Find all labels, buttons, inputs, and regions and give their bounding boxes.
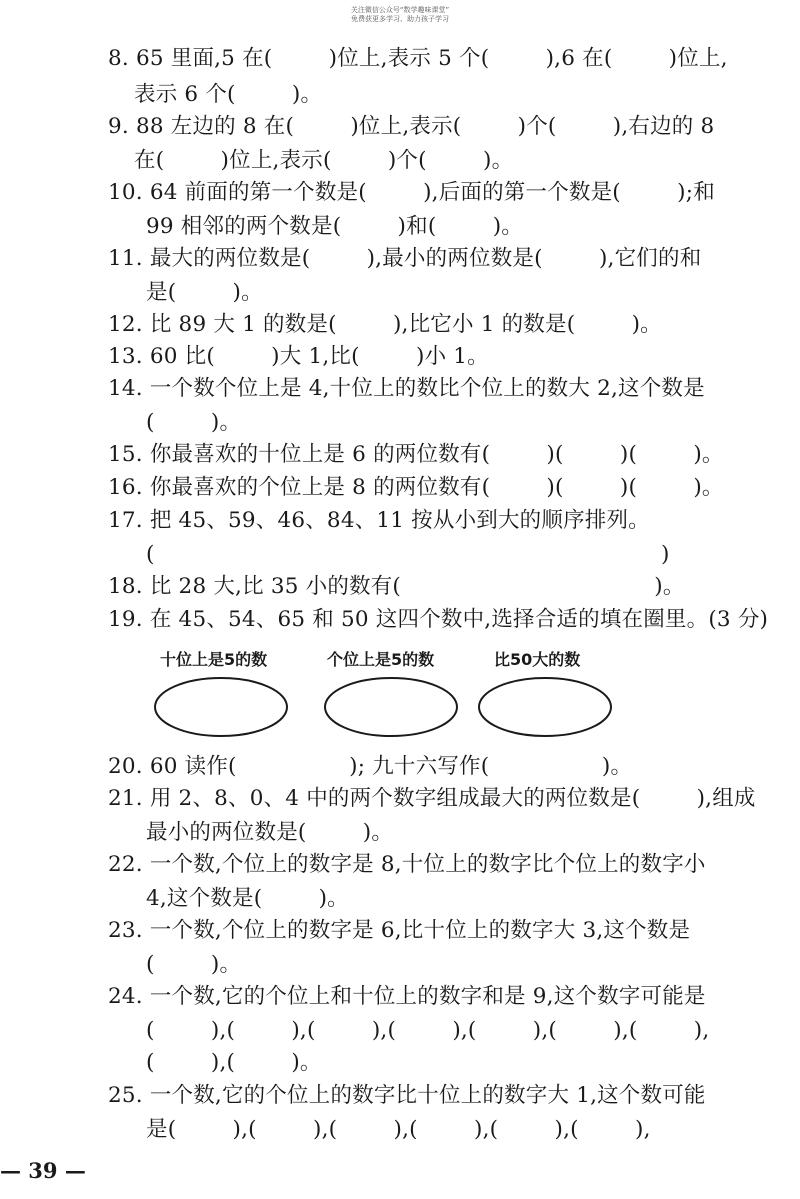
question-15: 15. 你最喜欢的十位上是 6 的两位数有( )( )( )。: [108, 442, 724, 467]
circle-label-tens-5: 十位上是5的数: [160, 650, 268, 669]
question-19: 19. 在 45、54、65 和 50 这四个数中,选择合适的填在圈里。(3 分): [108, 607, 769, 632]
question-24-line-3: ( ),( )。: [146, 1050, 322, 1075]
oval-tens-5[interactable]: [155, 678, 287, 736]
question-22-line-2: 4,这个数是( )。: [146, 886, 349, 911]
oval-over-50[interactable]: [479, 678, 611, 736]
question-21-line-1: 21. 用 2、8、0、4 中的两个数字组成最大的两位数是( ),组成: [108, 786, 756, 811]
question-9-line-1: 9. 88 左边的 8 在( )位上,表示( )个( ),右边的 8: [108, 114, 715, 139]
question-9-line-2: 在( )位上,表示( )个( )。: [134, 148, 514, 173]
question-25-line-1: 25. 一个数,它的个位上的数字比十位上的数字大 1,这个数可能: [108, 1083, 706, 1108]
question-23-line-2: ( )。: [146, 952, 242, 977]
question-22-line-1: 22. 一个数,个位上的数字是 8,十位上的数字比个位上的数字小: [108, 852, 706, 877]
question-8-line-1: 8. 65 里面,5 在( )位上,表示 5 个( ),6 在( )位上,: [108, 46, 728, 71]
question-23-line-1: 23. 一个数,个位上的数字是 6,比十位上的数字大 3,这个数是: [108, 918, 691, 943]
question-8-line-2: 表示 6 个( )。: [134, 82, 323, 107]
question-11-line-1: 11. 最大的两位数是( ),最小的两位数是( ),它们的和: [108, 246, 702, 271]
question-20: 20. 60 读作( ); 九十六写作( )。: [108, 754, 633, 779]
question-10-line-1: 10. 64 前面的第一个数是( ),后面的第一个数是( );和: [108, 180, 715, 205]
circle-label-ones-5: 个位上是5的数: [327, 650, 435, 669]
question-24-line-1: 24. 一个数,它的个位上和十位上的数字和是 9,这个数字可能是: [108, 984, 706, 1009]
question-17-answer: ( ): [146, 542, 670, 567]
question-11-line-2: 是( )。: [146, 280, 263, 305]
oval-ones-5[interactable]: [325, 678, 457, 736]
question-12: 12. 比 89 大 1 的数是( ),比它小 1 的数是( )。: [108, 312, 662, 337]
question-14-line-1: 14. 一个数个位上是 4,十位上的数比个位上的数大 2,这个数是: [108, 376, 705, 401]
question-16: 16. 你最喜欢的个位上是 8 的两位数有( )( )( )。: [108, 475, 724, 500]
circle-label-over-50: 比50大的数: [494, 650, 581, 669]
question-24-line-2: ( ),( ),( ),( ),( ),( ),( ),: [146, 1018, 710, 1043]
question-17: 17. 把 45、59、46、84、11 按从小到大的顺序排列。: [108, 508, 650, 533]
question-13: 13. 60 比( )大 1,比( )小 1。: [108, 344, 489, 369]
page-number: — 39 —: [0, 1158, 86, 1183]
watermark-line-1: 关注微信公众号“数学趣味课堂”: [350, 6, 450, 14]
question-25-line-2: 是( ),( ),( ),( ),( ),( ),: [146, 1117, 651, 1142]
question-10-line-2: 99 相邻的两个数是( )和( )。: [146, 214, 523, 239]
watermark-line-2: 免费获更多学习、助力孩子学习: [351, 15, 449, 23]
question-14-line-2: ( )。: [146, 410, 242, 435]
question-18: 18. 比 28 大,比 35 小的数有( )。: [108, 574, 685, 599]
question-21-line-2: 最小的两位数是( )。: [146, 820, 394, 845]
